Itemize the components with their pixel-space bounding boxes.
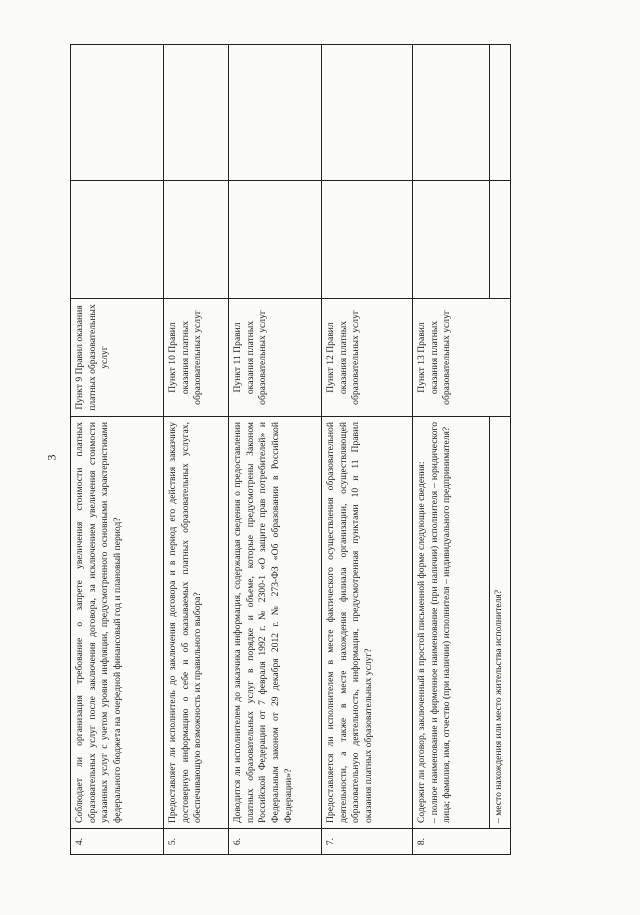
- table-row: [413, 45, 490, 855]
- answer-cell: [229, 181, 322, 299]
- table-row: [71, 45, 164, 855]
- row-number: 7.: [322, 829, 413, 855]
- table-row: [322, 45, 413, 855]
- row-number: 8.: [413, 829, 511, 855]
- question-subitem: – место нахождения или место жительства исполнителя?: [490, 417, 511, 829]
- answer-cell: [413, 181, 490, 299]
- question-text: Доводится ли исполнителем до заказчика информация, содержащая сведения о предоставлении платных образовательных услуг в порядке и объеме, которые предусмотрены Законом Российской Федерации от 7 февраля 1992 г. № 2300-1 «О защите прав потребителей» и Федеральным законом от 29 декабря 2012 г. № 273-ФЗ «Об образовании в Российской Федерации»?: [229, 417, 322, 829]
- legal-reference: Пункт 9 Правил оказания платных образовательных услуг: [71, 299, 164, 417]
- checklist-table: [70, 44, 511, 855]
- note-cell: [164, 45, 229, 181]
- answer-cell: [322, 181, 413, 299]
- question-intro: Содержит ли договор, заключенный в простой письменной форме следующие сведения:: [416, 461, 427, 823]
- note-cell: [490, 45, 511, 181]
- legal-reference: Пункт 12 Правил оказания платных образовательных услуг: [322, 299, 413, 417]
- question-item: – полное наименование и фирменное наименование (при наличии) исполнителя – юридического лица; фамилия, имя, отчество (при наличии) исполнителя – индивидуального предпринимателя?: [428, 422, 453, 823]
- note-cell: [229, 45, 322, 181]
- legal-reference: Пункт 11 Правил оказания платных образовательных услуг: [229, 299, 322, 417]
- answer-cell: [164, 181, 229, 299]
- legal-reference: Пункт 13 Правил оказания платных образовательных услуг: [413, 299, 511, 417]
- rotated-table-wrapper: [70, 45, 545, 855]
- row-number: 5.: [164, 829, 229, 855]
- answer-cell: [490, 181, 511, 299]
- table-row: [229, 45, 322, 855]
- note-cell: [71, 45, 164, 181]
- question-text: Соблюдает ли организация требование о запрете увеличения стоимости платных образовательных услуг после заключения договора, за исключением увеличения стоимости указанных услуг с учетом уровня инфляции, предусмотренного основными характеристиками федерального бюджета на очередной финансовый год и плановый период?: [71, 417, 164, 829]
- table-subrow: [490, 45, 511, 855]
- row-number: 6.: [229, 829, 322, 855]
- table-row: [164, 45, 229, 855]
- answer-cell: [71, 181, 164, 299]
- legal-reference: Пункт 10 Правил оказания платных образовательных услуг: [164, 299, 229, 417]
- question-text: Предоставляется ли исполнителем в месте фактического осуществления образовательной деятельности, а также в месте нахождения филиала организации, осуществляющей образовательную деятельность, информация, предусмотренная пунктами 10 и 11 Правил оказания платных образовательных услуг?: [322, 417, 413, 829]
- note-cell: [413, 45, 490, 181]
- question-text: [413, 417, 490, 829]
- note-cell: [322, 45, 413, 181]
- page-number: 3: [44, 454, 59, 461]
- question-text: Предоставляет ли исполнитель до заключения договора и в период его действия заказчику достоверную информацию о себе и об оказываемых платных образовательных услугах, обеспечивающую возможность их правильного выбора?: [164, 417, 229, 829]
- row-number: 4.: [71, 829, 164, 855]
